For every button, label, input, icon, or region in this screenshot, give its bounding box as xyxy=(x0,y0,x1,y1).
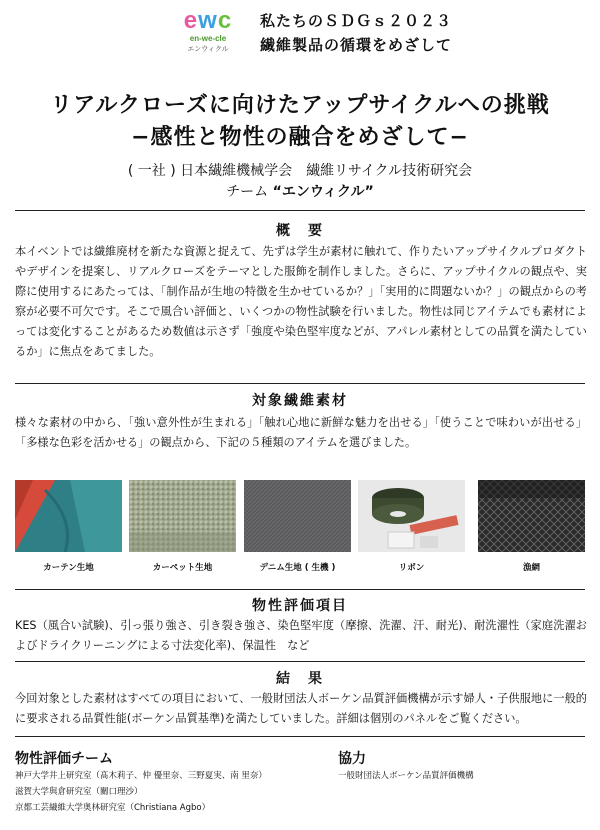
cooperation-heading: 協力 xyxy=(338,751,366,767)
overview-heading: 概 要 xyxy=(276,223,324,239)
fishing-net-photo xyxy=(478,480,585,552)
team-name: “エンウィクル” xyxy=(272,184,374,200)
enwecle-logo xyxy=(170,8,246,66)
cooperation-line: 一般財団法人ボーケン品質評価機構 xyxy=(338,771,474,781)
evaluation-heading: 物性評価項目 xyxy=(252,598,348,614)
photo-caption: 漁網 xyxy=(522,563,540,573)
page-title: リアルクローズに向けたアップサイクルへの挑戦 xyxy=(50,93,550,118)
team-prefix: チーム xyxy=(226,184,273,200)
materials-heading: 対象繊維素材 xyxy=(252,393,348,409)
divider xyxy=(15,210,585,211)
header-line2: 繊維製品の循環をめざして xyxy=(260,36,453,54)
header xyxy=(0,0,600,70)
team-member-line: 滋賀大学與倉研究室（關口理沙） xyxy=(15,787,143,797)
divider xyxy=(15,589,585,590)
team-heading: 物性評価チーム xyxy=(15,751,113,767)
photo-caption: リボン xyxy=(398,563,425,573)
team-member-line: 神戸大学井上研究室（髙木莉子、仲 優里奈、三野夏実、南 里奈） xyxy=(15,771,267,781)
materials-text: 様々な素材の中から、「強い意外性が生まれる」「触れ心地に新鮮な魅力を出せる」「使うことで味わいが出せる」「多様な色彩を活かせる」の観点から、下記の５種類のアイテムを選びました。 xyxy=(15,416,587,449)
result-heading: 結 果 xyxy=(276,671,324,687)
team-member-line: 京都工芸繊維大学奥林研究室（Christiana Agbo） xyxy=(15,803,211,813)
carpet-fabric-photo xyxy=(129,480,236,552)
overview-text: 本イベントでは繊維廃材を新たな資源と捉えて、先ずは学生が素材に触れて、作りたいアップサイクルプロダクトやデザインを提案し、リアルクローズをテーマとした服飾を制作しました。さらに、アップサイクルの観点や、実際に使用するにあたっては、「制作品が生地の特徴を生かせているか？」「実用的に問題ないか？」の観点からの考察が必要不可欠です。そこで風合い評価と、いくつかの物性試験を行いました。物性は同じアイテムでも素材によっては変化することがあるため数値は示さず「強度や染色堅牢度などが、アパレル素材としての品質を満たしているか」に焦点をあてました。 xyxy=(15,245,587,358)
photo-caption: カーテン生地 xyxy=(43,563,94,573)
ribbon-photo xyxy=(358,480,465,552)
divider xyxy=(15,383,585,384)
curtain-fabric-photo xyxy=(15,480,122,552)
divider xyxy=(15,661,585,662)
result-text: 今回対象とした素材はすべての項目において、一般財団法人ボーケン品質評価機構が示す婦人・子供服地に一般的に要求される品質性能(ボーケン品質基準)を満たしていました。詳細は個別のパネルをご覧ください。 xyxy=(15,692,587,725)
logo-kana: エンウィクル xyxy=(187,45,229,53)
photo-caption: デニム生地 ( 生機 ) xyxy=(259,563,336,573)
team-line xyxy=(0,181,600,201)
organization: ( 一社 ) 日本繊維機械学会 繊維リサイクル技術研究会 xyxy=(127,163,473,179)
page-subtitle: −感性と物性の融合をめざして− xyxy=(131,125,469,150)
logo-sub: en-we-cle xyxy=(189,34,227,43)
divider xyxy=(15,736,585,737)
logo-mark: ewc xyxy=(183,7,233,34)
photo-caption: カーペット生地 xyxy=(152,563,213,573)
header-line1: 私たちのＳＤＧｓ２０２３ xyxy=(260,12,453,30)
evaluation-text: KES（風合い試験)、引っ張り強さ、引き裂き強さ、染色堅牢度（摩擦、洗濯、汗、耐光)、耐洗濯性（家庭洗濯およびドライクリーニングによる寸法変化率)、保温性 など xyxy=(15,619,587,652)
denim-fabric-photo xyxy=(244,480,351,552)
